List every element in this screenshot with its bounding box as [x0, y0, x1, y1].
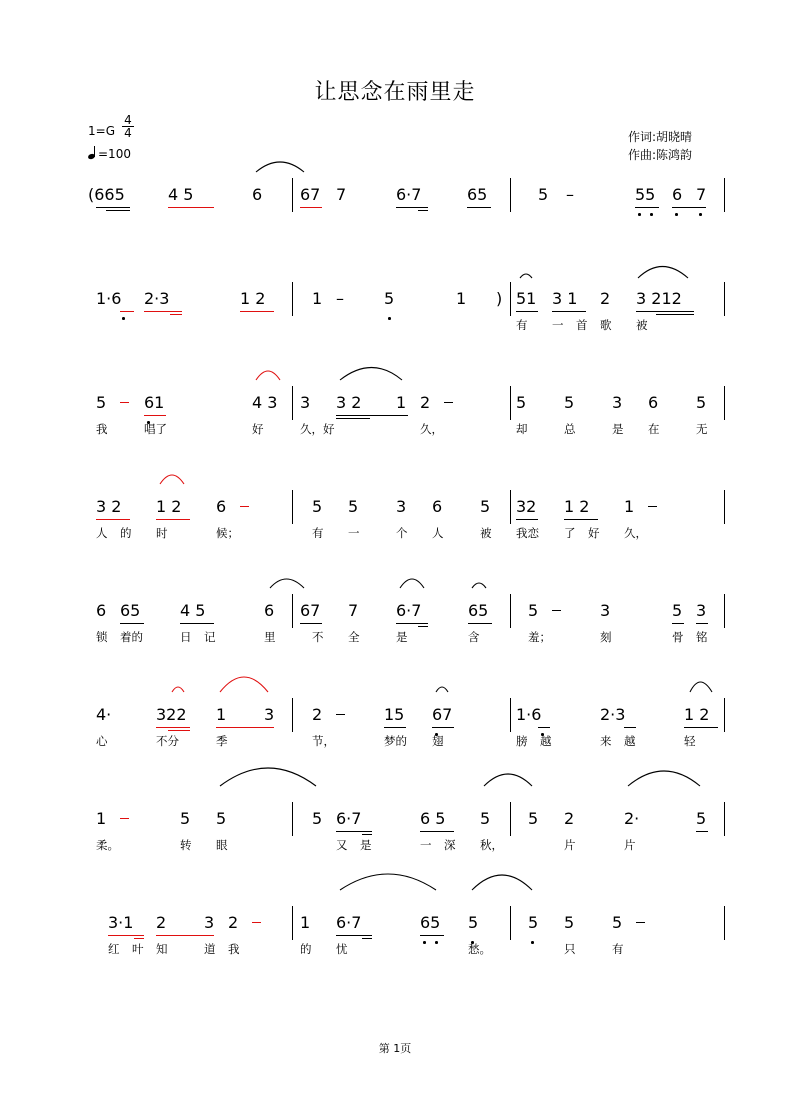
- note: 3: [396, 497, 407, 516]
- lyric: 日: [180, 630, 192, 644]
- lyric: 锁: [96, 630, 108, 644]
- note: 3 2: [336, 393, 362, 412]
- note: 5: [468, 913, 479, 932]
- note: 6·7: [396, 185, 422, 204]
- lyric: 个: [396, 526, 408, 540]
- note: 5: [538, 185, 549, 204]
- note: –: [336, 289, 344, 308]
- note: 65: [467, 185, 488, 204]
- note: 2: [564, 809, 575, 828]
- key-signature: 1=G: [88, 124, 115, 138]
- barline: [724, 282, 725, 316]
- note: 67: [432, 705, 453, 724]
- song-title: 让思念在雨里走: [314, 80, 476, 105]
- lyric: 有: [612, 942, 624, 956]
- lyric: 首: [576, 318, 588, 332]
- barline: [292, 698, 293, 732]
- note: 5: [348, 497, 359, 516]
- barline: [724, 698, 725, 732]
- lyric: 含: [468, 630, 480, 644]
- note: –: [566, 185, 574, 204]
- note: 1: [312, 289, 323, 308]
- lyric: 片: [624, 838, 636, 852]
- lyric: 柔。: [96, 838, 119, 852]
- note: 5: [216, 809, 227, 828]
- note: 3: [204, 913, 215, 932]
- time-signature: [122, 114, 134, 139]
- lyric: 忧: [336, 942, 348, 956]
- tempo-value: =100: [98, 147, 131, 161]
- lyric: 膀: [516, 734, 528, 748]
- lyric: 唱了: [144, 422, 167, 436]
- note: 5: [384, 289, 395, 308]
- lyric: 羞；: [528, 630, 551, 644]
- note: 3·1: [108, 913, 134, 932]
- lyric: 被: [480, 526, 492, 540]
- lyric: 久，: [420, 422, 443, 436]
- lyric: 的: [120, 526, 132, 540]
- note: 1·6: [96, 289, 122, 308]
- note: 1·6: [516, 705, 542, 724]
- lyric: 着的: [120, 630, 143, 644]
- score-row: [0, 802, 790, 892]
- barline: [724, 386, 725, 420]
- note: 4 5: [180, 601, 206, 620]
- lyric: 来: [600, 734, 612, 748]
- lyric: 叶: [132, 942, 144, 956]
- note: 5: [696, 809, 707, 828]
- lyric: 秋，: [480, 838, 503, 852]
- score-row: [0, 178, 790, 268]
- note: 5: [564, 913, 575, 932]
- composer-credit: 作曲:陈鸿韵: [628, 148, 693, 162]
- note: 322: [156, 705, 187, 724]
- barline: [292, 282, 293, 316]
- barline: [510, 386, 511, 420]
- note: 3: [264, 705, 275, 724]
- lyric: 心: [96, 734, 108, 748]
- note: 3 2: [96, 497, 122, 516]
- barline: [724, 802, 725, 836]
- barline: [292, 594, 293, 628]
- lyric: 道: [204, 942, 216, 956]
- note: 1: [396, 393, 407, 412]
- note: 1: [456, 289, 467, 308]
- lyric: 全: [348, 630, 360, 644]
- note: 32: [516, 497, 537, 516]
- lyric: 越: [540, 734, 552, 748]
- note: 6: [252, 185, 263, 204]
- note: 7: [696, 185, 707, 204]
- lyric: 总: [564, 422, 576, 436]
- note: 3 212: [636, 289, 682, 308]
- note: 1 2: [240, 289, 266, 308]
- note: 5: [528, 601, 539, 620]
- lyric: 里: [264, 630, 276, 644]
- note: 5: [96, 393, 107, 412]
- note: 6: [672, 185, 683, 204]
- note: 6 5: [420, 809, 446, 828]
- note: 3 1: [552, 289, 578, 308]
- barline: [510, 178, 511, 212]
- note: 1 2: [684, 705, 710, 724]
- score-row: [0, 490, 790, 580]
- lyric: 深: [444, 838, 456, 852]
- lyric: 一: [348, 526, 360, 540]
- lyric: 却: [516, 422, 528, 436]
- note: 6: [216, 497, 227, 516]
- lyric: 节，: [312, 734, 335, 748]
- note: 5: [564, 393, 575, 412]
- lyric: 歌: [600, 318, 612, 332]
- note: 65: [468, 601, 489, 620]
- lyric: 轻: [684, 734, 696, 748]
- note: 7: [336, 185, 347, 204]
- note: 2·: [624, 809, 640, 828]
- note: 1 2: [564, 497, 590, 516]
- score-row: [0, 282, 790, 372]
- lyric: 只: [564, 942, 576, 956]
- lyric: 铭: [696, 630, 708, 644]
- lyric: 我: [96, 422, 108, 436]
- note: 65: [120, 601, 141, 620]
- lyric: 了: [564, 526, 576, 540]
- note: 6: [264, 601, 275, 620]
- barline: [724, 178, 725, 212]
- note: 4·: [96, 705, 112, 724]
- lyric: 在: [648, 422, 660, 436]
- lyric: 候；: [216, 526, 239, 540]
- barline: [724, 906, 725, 940]
- barline: [510, 594, 511, 628]
- lyric: 好: [252, 422, 264, 436]
- lyric: 人: [432, 526, 444, 540]
- lyric: 时: [156, 526, 168, 540]
- note: 65: [420, 913, 441, 932]
- lyric: 又: [336, 838, 348, 852]
- barline: [724, 490, 725, 524]
- lyric: 我恋: [516, 526, 539, 540]
- note: 5: [180, 809, 191, 828]
- note: 3: [612, 393, 623, 412]
- score-row: [0, 594, 790, 684]
- note: 55: [635, 185, 656, 204]
- note: 5: [516, 393, 527, 412]
- note: 5: [480, 809, 491, 828]
- note: 5: [528, 809, 539, 828]
- barline: [292, 178, 293, 212]
- lyric: 有: [312, 526, 324, 540]
- note: 6: [648, 393, 659, 412]
- lyric: 越: [624, 734, 636, 748]
- note: 5: [312, 809, 323, 828]
- note: 1: [624, 497, 635, 516]
- note: 3: [600, 601, 611, 620]
- note: 5: [672, 601, 683, 620]
- lyric: 片: [564, 838, 576, 852]
- score-row: [0, 906, 790, 996]
- lyric: 翅: [432, 734, 444, 748]
- note: 51: [516, 289, 537, 308]
- lyric: 的: [300, 942, 312, 956]
- lyric: 好: [588, 526, 600, 540]
- page-footer: 第 1页: [378, 1042, 412, 1055]
- lyric: 不分: [156, 734, 179, 748]
- note: 2·3: [144, 289, 170, 308]
- lyric: 不: [312, 630, 324, 644]
- note: 6: [432, 497, 443, 516]
- note: 61: [144, 393, 165, 412]
- lyric: 是: [396, 630, 408, 644]
- lyric: 一: [420, 838, 432, 852]
- lyric: 季: [216, 734, 228, 748]
- note: 5: [528, 913, 539, 932]
- barline: [510, 802, 511, 836]
- note: 67: [300, 601, 321, 620]
- lyric: 转: [180, 838, 192, 852]
- note: 6·7: [336, 809, 362, 828]
- note: 67: [300, 185, 321, 204]
- note: 1: [300, 913, 311, 932]
- lyric: 是: [360, 838, 372, 852]
- lyric: 骨: [672, 630, 684, 644]
- barline: [292, 906, 293, 940]
- note: 15: [384, 705, 405, 724]
- note: 2: [312, 705, 323, 724]
- note: 1: [216, 705, 227, 724]
- barline: [292, 490, 293, 524]
- lyric: 久，: [624, 526, 647, 540]
- note: 4 3: [252, 393, 278, 412]
- lyric: 我: [228, 942, 240, 956]
- lyric: 知: [156, 942, 168, 956]
- quarter-note-icon: [88, 146, 98, 160]
- lyric: 记: [204, 630, 216, 644]
- lyricist-credit: 作词:胡晓晴: [628, 130, 693, 144]
- note: 7: [348, 601, 359, 620]
- note: 6·7: [336, 913, 362, 932]
- barline: [510, 490, 511, 524]
- note: 3: [300, 393, 311, 412]
- lyric: 梦的: [384, 734, 407, 748]
- lyric: 有: [516, 318, 528, 332]
- lyric: 是: [612, 422, 624, 436]
- lyric: 眼: [216, 838, 228, 852]
- lyric: 久，好: [300, 422, 335, 436]
- note: 5: [480, 497, 491, 516]
- barline: [724, 594, 725, 628]
- note: 5: [612, 913, 623, 932]
- note: ): [496, 289, 503, 308]
- score-row: [0, 386, 790, 476]
- score-row: [0, 698, 790, 788]
- lyric: 被: [636, 318, 648, 332]
- note: (665: [88, 185, 125, 204]
- time-signature-bottom: 4: [122, 126, 134, 139]
- note: 6·7: [396, 601, 422, 620]
- note: 1: [96, 809, 107, 828]
- barline: [510, 282, 511, 316]
- note: 4 5: [168, 185, 194, 204]
- tempo-marking: [88, 146, 131, 161]
- note: 1 2: [156, 497, 182, 516]
- note: 2: [600, 289, 611, 308]
- note: 6: [96, 601, 107, 620]
- barline: [510, 906, 511, 940]
- note: 5: [312, 497, 323, 516]
- note: 2: [228, 913, 239, 932]
- lyric: 愁。: [468, 942, 491, 956]
- barline: [510, 698, 511, 732]
- barline: [292, 386, 293, 420]
- lyric: 人: [96, 526, 108, 540]
- lyric: 刻: [600, 630, 612, 644]
- note: 3: [696, 601, 707, 620]
- barline: [292, 802, 293, 836]
- note: 2: [156, 913, 167, 932]
- lyric: 红: [108, 942, 120, 956]
- note: 5: [696, 393, 707, 412]
- note: 2·3: [600, 705, 626, 724]
- lyric: 一: [552, 318, 564, 332]
- note: 2: [420, 393, 431, 412]
- lyric: 无: [696, 422, 708, 436]
- time-signature-top: 4: [124, 113, 132, 127]
